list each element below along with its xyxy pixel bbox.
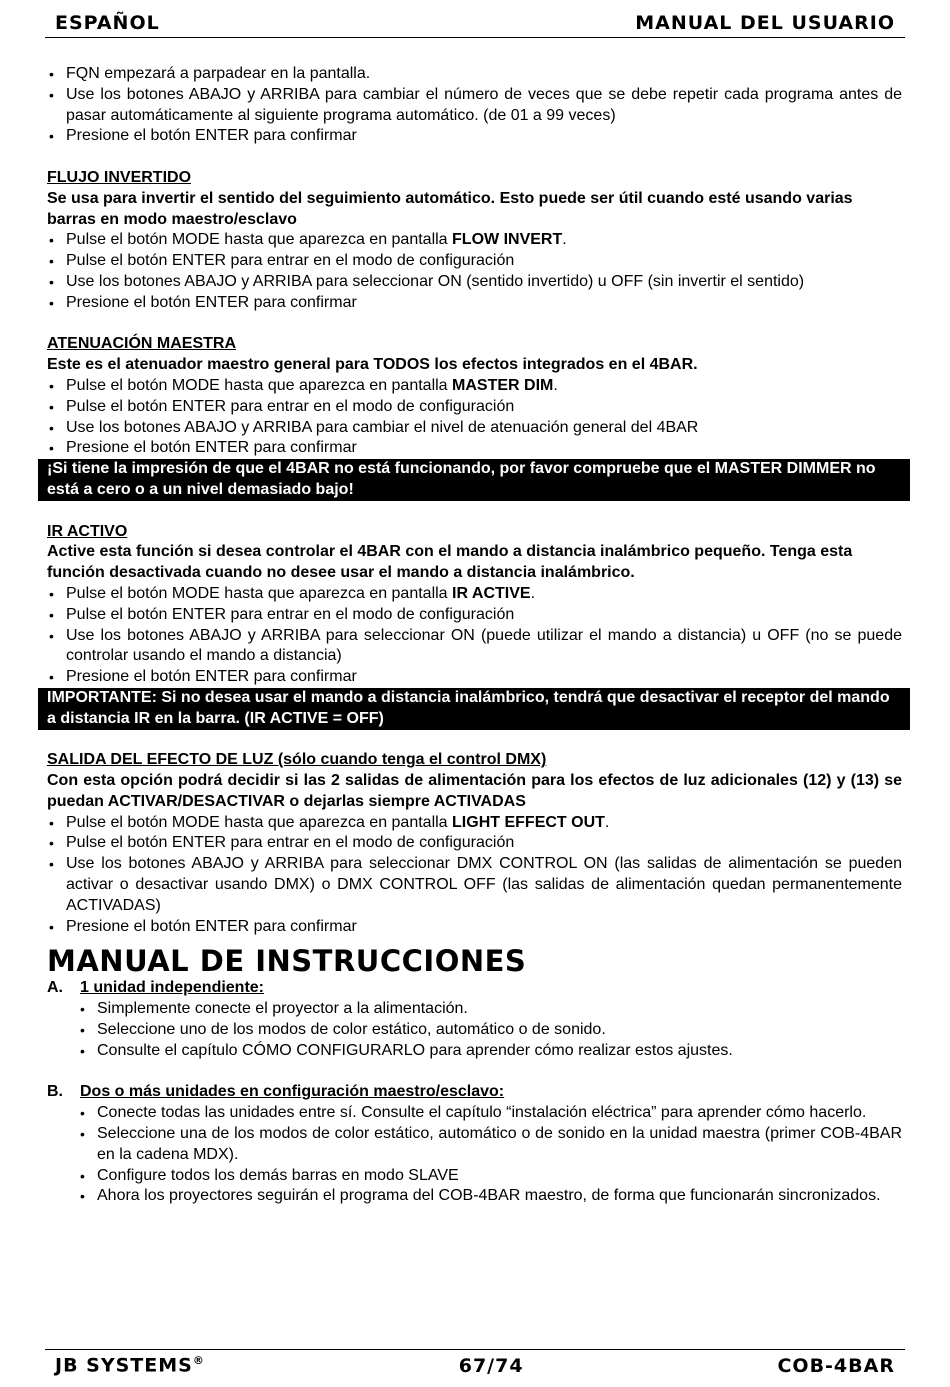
list-item: • Pulse el botón MODE hasta que aparezca en pantalla FLOW INVERT. — [47, 230, 902, 251]
section-description: Con esta opción podrá decidir si las 2 salidas de alimentación para los efectos de luz adicionales (12) y (13) se puedan ACTIVAR/DESACTIVAR o dejarlas siempre ACTIVADAS — [47, 772, 902, 810]
item-title: Dos o más unidades en configuración maestro/esclavo: — [80, 1083, 505, 1101]
intro-bullet-list — [47, 64, 902, 147]
list-item: • Conecte todas las unidades entre sí. Consulte el capítulo “instalación eléctrica” para aprender cómo hacerlo. — [78, 1103, 902, 1124]
header-manual-title: MANUAL DEL USUARIO — [635, 11, 895, 34]
display-label: IR ACTIVE — [452, 584, 531, 602]
page-header — [45, 8, 905, 38]
header-language: ESPAÑOL — [55, 11, 160, 34]
page-number: 67/74 — [458, 1354, 524, 1377]
item-b — [47, 1082, 902, 1207]
list-item: • Seleccione uno de los modos de color estático, automático o de sonido. — [78, 1020, 902, 1041]
display-label: MASTER DIM — [452, 376, 554, 394]
section-flow-invert — [47, 168, 902, 314]
section-light-effect-out — [47, 750, 902, 937]
list-item: • Pulse el botón MODE hasta que aparezca en pantalla LIGHT EFFECT OUT. — [47, 813, 902, 834]
list-item: • Use los botones ABAJO y ARRIBA para seleccionar ON (puede utilizar el mando a distancia) u OFF (no se puede controlar usando el mando a distancia) — [47, 626, 902, 668]
list-item: • FQN empezará a parpadear en la pantalla. — [47, 64, 902, 85]
item-a — [47, 978, 902, 1061]
bullet-list — [47, 376, 902, 459]
bullet-list — [47, 584, 902, 688]
list-item: • Configure todos los demás barras en modo SLAVE — [78, 1166, 902, 1187]
item-letter: A. — [47, 979, 63, 997]
list-item: • Presione el botón ENTER para confirmar — [47, 293, 902, 314]
display-label: FLOW INVERT — [452, 231, 563, 249]
section-description: Active esta función si desea controlar el 4BAR con el mando a distancia inalámbrico pequeño. Tenga esta función desactivada cuando no desee usar el mando a distancia inalámbrico. — [47, 543, 853, 582]
section-title: ATENUACIÓN MAESTRA — [47, 335, 237, 353]
list-item: • Pulse el botón ENTER para entrar en el modo de configuración — [47, 833, 902, 854]
section-master-dim — [47, 334, 902, 500]
section-title: IR ACTIVO — [47, 522, 128, 540]
footer-brand: JB SYSTEMS® — [55, 1354, 205, 1377]
list-item: • Pulse el botón ENTER para entrar en el modo de configuración — [47, 397, 902, 418]
item-letter: B. — [47, 1083, 63, 1101]
bullet-list — [47, 230, 902, 313]
list-item: • Pulse el botón ENTER para entrar en el modo de configuración — [47, 605, 902, 626]
section-description: Se usa para invertir el sentido del seguimiento automático. Esto puede ser útil cuando esté usando varias barras en modo maestro/esclavo — [47, 189, 853, 228]
manual-heading: MANUAL DE INSTRUCCIONES — [47, 944, 527, 979]
bullet-list — [47, 813, 902, 938]
list-item: • Pulse el botón MODE hasta que aparezca en pantalla MASTER DIM. — [47, 376, 902, 397]
page-footer — [45, 1349, 905, 1381]
list-item: • Pulse el botón MODE hasta que aparezca en pantalla IR ACTIVE. — [47, 584, 902, 605]
footer-model: COB-4BAR — [777, 1354, 895, 1377]
list-item: • Use los botones ABAJO y ARRIBA para seleccionar DMX CONTROL ON (las salidas de alimentación se pueden activar o desactivar usando DMX) o DMX CONTROL OFF (las salidas de alimentación quedan permanentemente ACTIVADAS) — [47, 854, 902, 916]
section-ir-active — [47, 522, 902, 730]
important-box: IMPORTANTE: Si no desea usar el mando a distancia inalámbrico, tendrá que desactivar el receptor del mando a distancia IR en la barra. (IR ACTIVE = OFF) — [38, 688, 910, 730]
section-description: Este es el atenuador maestro general para TODOS los efectos integrados en el 4BAR. — [47, 356, 698, 374]
list-item: • Pulse el botón ENTER para entrar en el modo de configuración — [47, 251, 902, 272]
bullet-list — [47, 1103, 902, 1207]
list-item: • Simplemente conecte el proyector a la alimentación. — [78, 999, 902, 1020]
warning-box: ¡Si tiene la impresión de que el 4BAR no está funcionando, por favor compruebe que el MASTER DIMMER no está a cero o a un nivel demasiado bajo! — [38, 459, 910, 501]
list-item: • Use los botones ABAJO y ARRIBA para cambiar el nivel de atenuación general del 4BAR — [47, 418, 902, 439]
registered-mark: ® — [192, 1354, 205, 1368]
list-item: • Presione el botón ENTER para confirmar — [47, 126, 902, 147]
section-title: FLUJO INVERTIDO — [47, 168, 192, 186]
list-item: • Seleccione una de los modos de color estático, automático o de sonido en la unidad maestra (primer COB-4BAR en la cadena MDX). — [78, 1124, 902, 1166]
list-item: • Presione el botón ENTER para confirmar — [47, 438, 902, 459]
list-item: • Use los botones ABAJO y ARRIBA para cambiar el número de veces que se debe repetir cada programa antes de pasar automáticamente al siguiente programa automático. (de 01 a 99 veces) — [47, 85, 902, 127]
display-label: LIGHT EFFECT OUT — [452, 813, 605, 831]
list-item: • Ahora los proyectores seguirán el programa del COB-4BAR maestro, de forma que funcionarán sincronizados. — [78, 1186, 902, 1207]
bullet-list — [47, 999, 902, 1061]
item-title: 1 unidad independiente: — [80, 979, 265, 997]
section-title: SALIDA DEL EFECTO DE LUZ (sólo cuando tenga el control DMX) — [47, 751, 547, 769]
list-item: • Consulte el capítulo CÓMO CONFIGURARLO para aprender cómo realizar estos ajustes. — [78, 1041, 902, 1062]
list-item: • Use los botones ABAJO y ARRIBA para seleccionar ON (sentido invertido) u OFF (sin invertir el sentido) — [47, 272, 902, 293]
list-item: • Presione el botón ENTER para confirmar — [47, 917, 902, 938]
list-item: • Presione el botón ENTER para confirmar — [47, 667, 902, 688]
page-content — [47, 64, 902, 1207]
